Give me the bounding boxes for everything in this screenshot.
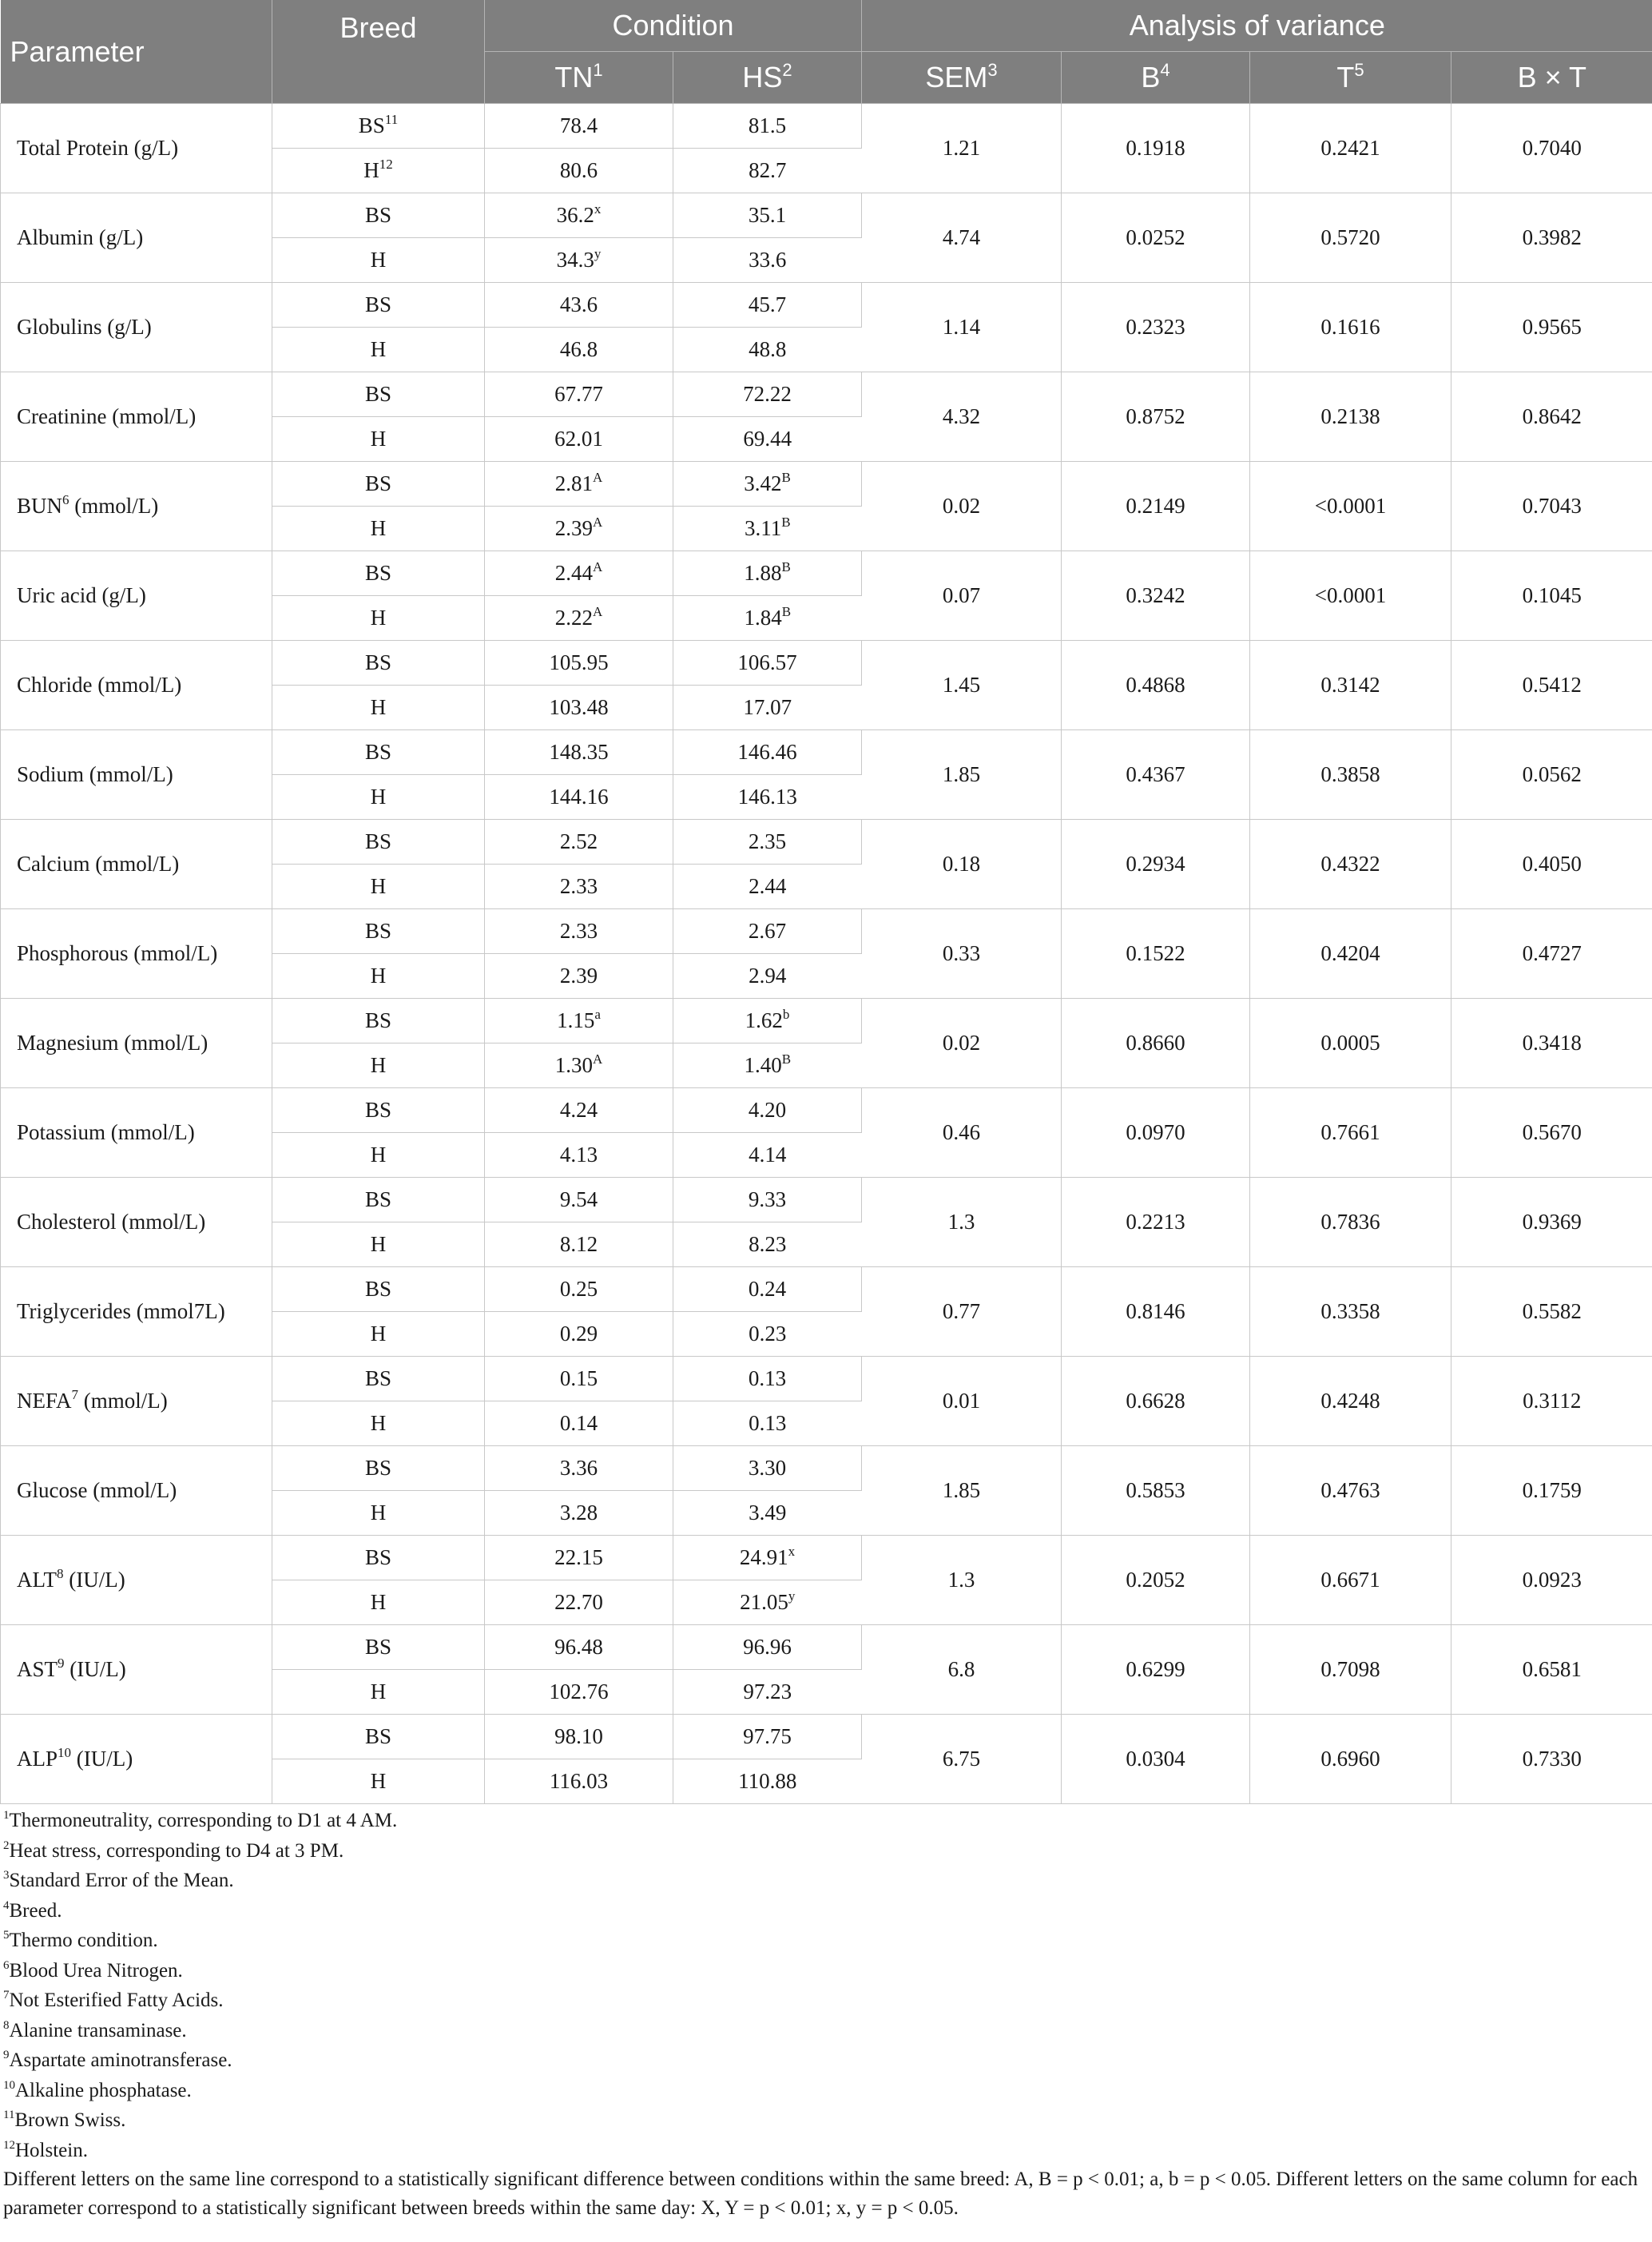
header-tn: $TN^1$ (485, 52, 673, 104)
parameter-name: Calcium (mmol/L) (1, 820, 272, 909)
breed-p-value: 0.0252 (1062, 193, 1250, 283)
thermo-p-value: 0.7836 (1250, 1178, 1451, 1267)
interaction-p-value: 0.8642 (1451, 372, 1652, 462)
interaction-p-value: 0.5670 (1451, 1088, 1652, 1178)
hs-value: 82.7 (673, 149, 862, 193)
thermo-p-value: 0.3358 (1250, 1267, 1451, 1357)
tn-value: 0.29 (485, 1312, 673, 1357)
hs-value: 45.7 (673, 283, 862, 328)
breed-p-value: 0.2052 (1062, 1536, 1250, 1625)
header-row-1 (1, 0, 1652, 52)
thermo-p-value: 0.2421 (1250, 104, 1451, 193)
sem-value: 0.07 (862, 551, 1062, 641)
breed-cell: H (272, 596, 485, 641)
breed-p-value: 0.6299 (1062, 1625, 1250, 1715)
footnote: $^{11}$Brown Swiss. (3, 2109, 126, 2131)
tn-value: 4.13 (485, 1133, 673, 1178)
table-row (1, 1088, 1652, 1133)
tn-value: 22.70 (485, 1580, 673, 1625)
thermo-p-value: 0.3142 (1250, 641, 1451, 730)
breed-cell: BS (272, 551, 485, 596)
interaction-p-value: 0.0923 (1451, 1536, 1652, 1625)
tn-value: 2.33 (485, 909, 673, 954)
interaction-p-value: 0.9369 (1451, 1178, 1652, 1267)
table-row (1, 1446, 1652, 1491)
table-row (1, 1178, 1652, 1222)
breed-p-value: 0.8752 (1062, 372, 1250, 462)
hs-value: 9.33 (673, 1178, 862, 1222)
sem-value: 1.3 (862, 1178, 1062, 1267)
table-row (1, 551, 1652, 596)
table-footnotes (0, 1806, 1642, 2223)
breed-cell: BS (272, 909, 485, 954)
tn-value: 78.4 (485, 104, 673, 149)
table-row (1, 999, 1652, 1043)
tn-value: 67.77 (485, 372, 673, 417)
tn-value: 8.12 (485, 1222, 673, 1267)
tn-value: 36.2$^x$ (485, 193, 673, 238)
hs-value: 4.20 (673, 1088, 862, 1133)
breed-p-value: 0.0304 (1062, 1715, 1250, 1804)
breed-cell: BS (272, 1178, 485, 1222)
tn-value: $2.39^A$ (485, 507, 673, 551)
parameter-name: Globulins (g/L) (1, 283, 272, 372)
footnote: $^{10}$Alkaline phosphatase. (3, 2078, 192, 2101)
header-condition: Condition (485, 0, 862, 52)
parameter-name: Magnesium (mmol/L) (1, 999, 272, 1088)
hs-value: 35.1 (673, 193, 862, 238)
sem-value: 4.74 (862, 193, 1062, 283)
tn-value: 22.15 (485, 1536, 673, 1580)
hs-value: 106.57 (673, 641, 862, 686)
breed-cell: BS (272, 283, 485, 328)
sem-value: 1.3 (862, 1536, 1062, 1625)
thermo-p-value: 0.7661 (1250, 1088, 1451, 1178)
breed-cell: BS (272, 1536, 485, 1580)
breed-cell: BS (272, 372, 485, 417)
header-sem: SEM$^3$ (862, 52, 1062, 104)
hs-value: 97.75 (673, 1715, 862, 1759)
interaction-p-value: 0.3982 (1451, 193, 1652, 283)
parameter-name: Potassium (mmol/L) (1, 1088, 272, 1178)
breed-cell: H (272, 1312, 485, 1357)
hs-value: 72.22 (673, 372, 862, 417)
hs-value: 4.14 (673, 1133, 862, 1178)
breed-cell: H (272, 865, 485, 909)
hs-value: 2.35 (673, 820, 862, 865)
footnote: $^5$Thermo condition. (3, 1929, 158, 1951)
table-row (1, 641, 1652, 686)
tn-value: 103.48 (485, 686, 673, 730)
breed-p-value: 0.2934 (1062, 820, 1250, 909)
breed-p-value: 0.4868 (1062, 641, 1250, 730)
interaction-p-value: 0.3112 (1451, 1357, 1652, 1446)
hs-value: 21.05$^y$ (673, 1580, 862, 1625)
interaction-p-value: 0.4050 (1451, 820, 1652, 909)
tn-value: 98.10 (485, 1715, 673, 1759)
sem-value: 0.46 (862, 1088, 1062, 1178)
hs-value: $3.11^B$ (673, 507, 862, 551)
hs-value: 0.23 (673, 1312, 862, 1357)
footnote: $^1$Thermoneutrality, corresponding to D1 at 4 AM. (3, 1809, 398, 1831)
hs-value: $1.40^B$ (673, 1043, 862, 1088)
hs-value: 146.46 (673, 730, 862, 775)
interaction-p-value: 0.1759 (1451, 1446, 1652, 1536)
table-row (1, 283, 1652, 328)
sem-value: 1.85 (862, 1446, 1062, 1536)
sem-value: 1.14 (862, 283, 1062, 372)
table-row (1, 1536, 1652, 1580)
tn-value: 1.15$^a$ (485, 999, 673, 1043)
footnote: $^9$Aspartate aminotransferase. (3, 2049, 232, 2071)
header-t: $T^5$ (1250, 52, 1451, 104)
breed-cell: BS (272, 820, 485, 865)
footnote: $^7$Not Esterified Fatty Acids. (3, 1989, 224, 2011)
hs-value: 146.13 (673, 775, 862, 820)
breed-p-value: 0.0970 (1062, 1088, 1250, 1178)
thermo-p-value: 0.0005 (1250, 999, 1451, 1088)
breed-cell: H (272, 1759, 485, 1804)
parameter-name: Glucose (mmol/L) (1, 1446, 272, 1536)
tn-value: 102.76 (485, 1670, 673, 1715)
thermo-p-value: 0.6960 (1250, 1715, 1451, 1804)
significance-legend: Different letters on the same line correspond to a statistically significant difference between conditions within the same breed: A, B = p < 0.01; a, b = p < 0.05. Different letters on the same column for each parameter correspond to a statistically significant between breeds within the same day: X, Y = p < 0.01; x, y = p < 0.05. (3, 2168, 1638, 2219)
thermo-p-value: 0.4204 (1250, 909, 1451, 999)
table-row (1, 1625, 1652, 1670)
parameter-name: Creatinine (mmol/L) (1, 372, 272, 462)
breed-p-value: 0.1918 (1062, 104, 1250, 193)
parameter-name: NEFA$^7$ (mmol/L) (1, 1357, 272, 1446)
thermo-p-value: 0.6671 (1250, 1536, 1451, 1625)
thermo-p-value: 0.2138 (1250, 372, 1451, 462)
breed-cell: BS (272, 1357, 485, 1401)
breed-cell: H (272, 1401, 485, 1446)
tn-value: 3.28 (485, 1491, 673, 1536)
parameter-name: Total Protein (g/L) (1, 104, 272, 193)
header-hs: $HS^2$ (673, 52, 862, 104)
breed-p-value: 0.1522 (1062, 909, 1250, 999)
breed-p-value: 0.4367 (1062, 730, 1250, 820)
breed-cell: H (272, 1670, 485, 1715)
hs-value: 110.88 (673, 1759, 862, 1804)
table-body (1, 104, 1652, 1804)
breed-cell: BS (272, 999, 485, 1043)
table-row (1, 193, 1652, 238)
footnote: $^6$Blood Urea Nitrogen. (3, 1958, 183, 1982)
tn-value: $2.44^A$ (485, 551, 673, 596)
interaction-p-value: 0.5582 (1451, 1267, 1652, 1357)
sem-value: 0.02 (862, 999, 1062, 1088)
table-row (1, 1357, 1652, 1401)
breed-cell: H (272, 775, 485, 820)
parameter-name: Albumin (g/L) (1, 193, 272, 283)
header-breed: Breed (272, 0, 485, 104)
tn-value: 2.39 (485, 954, 673, 999)
parameter-name: AST$^9$ (IU/L) (1, 1625, 272, 1715)
breed-p-value: 0.2149 (1062, 462, 1250, 551)
tn-value: 80.6 (485, 149, 673, 193)
breed-p-value: 0.8146 (1062, 1267, 1250, 1357)
parameter-name: Chloride (mmol/L) (1, 641, 272, 730)
footnote-list (3, 1806, 1642, 2165)
thermo-p-value: 0.5720 (1250, 193, 1451, 283)
tn-value: 0.15 (485, 1357, 673, 1401)
sem-value: 1.45 (862, 641, 1062, 730)
tn-value: 46.8 (485, 328, 673, 372)
footnote: $^3$Standard Error of the Mean. (3, 1869, 234, 1891)
breed-cell: H (272, 1133, 485, 1178)
tn-value: $2.22^A$ (485, 596, 673, 641)
breed-cell: BS (272, 730, 485, 775)
interaction-p-value: 0.7330 (1451, 1715, 1652, 1804)
parameter-name: Sodium (mmol/L) (1, 730, 272, 820)
interaction-p-value: 0.9565 (1451, 283, 1652, 372)
hs-value: 2.67 (673, 909, 862, 954)
breed-cell: BS (272, 1715, 485, 1759)
thermo-p-value: 0.1616 (1250, 283, 1451, 372)
breed-p-value: 0.3242 (1062, 551, 1250, 641)
tn-value: 144.16 (485, 775, 673, 820)
breed-cell: BS (272, 193, 485, 238)
breed-p-value: 0.6628 (1062, 1357, 1250, 1446)
sem-value: 0.33 (862, 909, 1062, 999)
breed-cell: H (272, 1222, 485, 1267)
thermo-p-value: 0.4763 (1250, 1446, 1451, 1536)
table-row (1, 730, 1652, 775)
tn-value: 116.03 (485, 1759, 673, 1804)
tn-value: 2.52 (485, 820, 673, 865)
hs-value: 1.62$^b$ (673, 999, 862, 1043)
hs-value: 3.30 (673, 1446, 862, 1491)
hs-value: 24.91$^x$ (673, 1536, 862, 1580)
table-header (1, 0, 1652, 104)
breed-cell: BS (272, 1267, 485, 1312)
sem-value: 0.77 (862, 1267, 1062, 1357)
hs-value: 2.44 (673, 865, 862, 909)
tn-value: 9.54 (485, 1178, 673, 1222)
sem-value: 1.21 (862, 104, 1062, 193)
footnote: $^8$Alanine transaminase. (3, 2018, 187, 2041)
parameter-name: Cholesterol (mmol/L) (1, 1178, 272, 1267)
breed-cell: BS (272, 1625, 485, 1670)
breed-cell: H (272, 417, 485, 462)
table-row (1, 909, 1652, 954)
hs-value: 8.23 (673, 1222, 862, 1267)
breed-cell: H (272, 954, 485, 999)
footnote: $^2$Heat stress, corresponding to D4 at 3 PM. (3, 1839, 344, 1862)
breed-p-value: 0.5853 (1062, 1446, 1250, 1536)
thermo-p-value: 0.4322 (1250, 820, 1451, 909)
hs-value: 81.5 (673, 104, 862, 149)
thermo-p-value: 0.3858 (1250, 730, 1451, 820)
tn-value: $2.81^A$ (485, 462, 673, 507)
breed-cell: H (272, 686, 485, 730)
parameter-name: ALT$^8$ (IU/L) (1, 1536, 272, 1625)
thermo-p-value: <0.0001 (1250, 462, 1451, 551)
parameter-name: BUN$^6$ (mmol/L) (1, 462, 272, 551)
breed-p-value: 0.2213 (1062, 1178, 1250, 1267)
table-row (1, 1267, 1652, 1312)
tn-value: 43.6 (485, 283, 673, 328)
tn-value: 62.01 (485, 417, 673, 462)
interaction-p-value: 0.1045 (1451, 551, 1652, 641)
sem-value: 6.8 (862, 1625, 1062, 1715)
tn-value: 0.25 (485, 1267, 673, 1312)
hs-value: $1.84^B$ (673, 596, 862, 641)
breed-p-value: 0.8660 (1062, 999, 1250, 1088)
parameter-name: ALP$^{10}$ (IU/L) (1, 1715, 272, 1804)
thermo-p-value: 0.7098 (1250, 1625, 1451, 1715)
hs-value: 0.24 (673, 1267, 862, 1312)
interaction-p-value: 0.7043 (1451, 462, 1652, 551)
footnote: $^4$Breed. (3, 1898, 62, 1922)
interaction-p-value: 0.7040 (1451, 104, 1652, 193)
sem-value: 0.02 (862, 462, 1062, 551)
breed-cell: H (272, 1491, 485, 1536)
table-row (1, 820, 1652, 865)
header-b: $B^4$ (1062, 52, 1250, 104)
table-row (1, 462, 1652, 507)
hs-value: 69.44 (673, 417, 862, 462)
header-analysis-of-variance: Analysis of variance (862, 0, 1652, 52)
interaction-p-value: 0.4727 (1451, 909, 1652, 999)
breed-cell: BS (272, 1446, 485, 1491)
interaction-p-value: 0.6581 (1451, 1625, 1652, 1715)
sem-value: 6.75 (862, 1715, 1062, 1804)
tn-value: 2.33 (485, 865, 673, 909)
tn-value: 105.95 (485, 641, 673, 686)
hs-value: 3.49 (673, 1491, 862, 1536)
tn-value: 3.36 (485, 1446, 673, 1491)
hs-value: 2.94 (673, 954, 862, 999)
breed-p-value: 0.2323 (1062, 283, 1250, 372)
hs-value: 96.96 (673, 1625, 862, 1670)
hs-value: $3.42^B$ (673, 462, 862, 507)
breed-cell: BS (272, 641, 485, 686)
hs-value: 0.13 (673, 1401, 862, 1446)
breed-cell: BS$^{11}$ (272, 104, 485, 149)
sem-value: 0.18 (862, 820, 1062, 909)
thermo-p-value: 0.4248 (1250, 1357, 1451, 1446)
interaction-p-value: 0.0562 (1451, 730, 1652, 820)
hs-value: 97.23 (673, 1670, 862, 1715)
sem-value: 0.01 (862, 1357, 1062, 1446)
breed-cell: $H^{12}$ (272, 149, 485, 193)
table-row (1, 1715, 1652, 1759)
hs-value: 0.13 (673, 1357, 862, 1401)
hs-value: 48.8 (673, 328, 862, 372)
sem-value: 1.85 (862, 730, 1062, 820)
breed-cell: H (272, 238, 485, 283)
interaction-p-value: 0.3418 (1451, 999, 1652, 1088)
sem-value: 4.32 (862, 372, 1062, 462)
table-row (1, 104, 1652, 149)
breed-cell: H (272, 507, 485, 551)
tn-value: 148.35 (485, 730, 673, 775)
parameter-name: Phosphorous (mmol/L) (1, 909, 272, 999)
thermo-p-value: <0.0001 (1250, 551, 1451, 641)
breed-cell: H (272, 1043, 485, 1088)
header-bxt: B × T (1451, 52, 1652, 104)
interaction-p-value: 0.5412 (1451, 641, 1652, 730)
parameter-name: Uric acid (g/L) (1, 551, 272, 641)
hs-value: 33.6 (673, 238, 862, 283)
tn-value: 96.48 (485, 1625, 673, 1670)
breed-cell: H (272, 1580, 485, 1625)
breed-cell: BS (272, 462, 485, 507)
tn-value: 0.14 (485, 1401, 673, 1446)
tn-value: $1.30^A$ (485, 1043, 673, 1088)
header-parameter: Parameter (1, 0, 272, 104)
breed-cell: H (272, 328, 485, 372)
hs-value: 17.07 (673, 686, 862, 730)
footnote: $^{12}$Holstein. (3, 2138, 88, 2161)
tn-value: 4.24 (485, 1088, 673, 1133)
hs-value: $1.88^B$ (673, 551, 862, 596)
tn-value: 34.3$^y$ (485, 238, 673, 283)
parameter-name: Triglycerides (mmol7L) (1, 1267, 272, 1357)
table-row (1, 372, 1652, 417)
breed-cell: BS (272, 1088, 485, 1133)
